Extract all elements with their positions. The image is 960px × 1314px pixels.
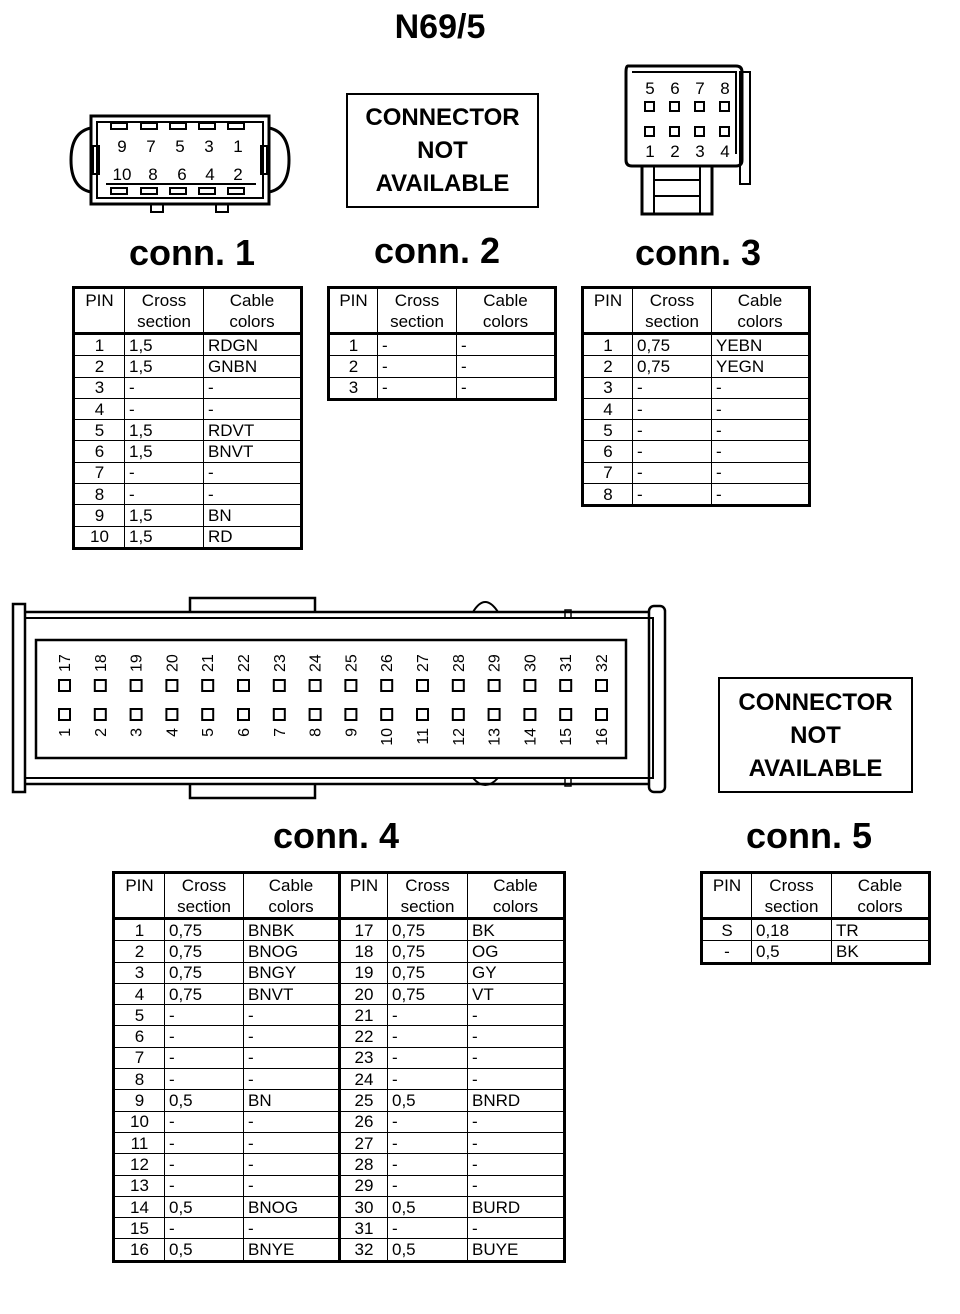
pin-header: PIN	[703, 874, 752, 919]
connector-2-not-available	[346, 93, 539, 208]
table-row: - 0,5 BK	[703, 941, 929, 962]
conn4-pin-label: 12	[450, 728, 468, 746]
conn4-pin-label: 17	[57, 654, 74, 672]
conn4-pin-label: 7	[271, 728, 289, 737]
conn4-pin-label: 4	[164, 728, 182, 737]
conn4-pin-label: 25	[343, 654, 361, 672]
conn4-pin	[238, 680, 249, 691]
cable-colors-header: Cable colors	[457, 289, 555, 334]
conn4-pin-label: 30	[522, 654, 540, 672]
conn4-pin	[274, 709, 285, 720]
conn4-pin-label: 32	[594, 654, 611, 672]
pin-header: PIN	[330, 289, 378, 334]
conn4-label: conn. 4	[272, 815, 400, 856]
conn3-pin-label: 6	[670, 79, 680, 98]
table-row: 1 1,5 RDGN	[75, 334, 301, 356]
conn4-pin	[131, 680, 142, 691]
conn5-label: conn. 5	[745, 815, 873, 856]
table-row: 10 1,5 RD	[75, 526, 301, 547]
cable-colors-header: Cable colors	[832, 874, 929, 919]
conn1-pin-label: 8	[148, 165, 158, 184]
conn4-pin-label: 26	[379, 654, 397, 672]
conn4-pin-label: 16	[594, 728, 611, 746]
table-row: 9 0,5 BN 25 0,5 BNRD	[115, 1090, 564, 1111]
conn4-pin	[489, 709, 500, 720]
na-line: NOT	[417, 137, 468, 164]
table-row: 8 - -	[584, 484, 809, 505]
conn4-pin	[59, 709, 70, 720]
table-row: 1 0,75 BNBK 17 0,75 BK	[115, 919, 564, 941]
conn4-pin	[274, 680, 285, 691]
conn4-pin	[524, 680, 535, 691]
table-row: 6 - - 22 - -	[115, 1026, 564, 1047]
conn4-pin	[417, 709, 428, 720]
conn1-pin-label: 2	[233, 165, 243, 184]
na-line: CONNECTOR	[365, 104, 520, 131]
table-row: 6 - -	[584, 441, 809, 462]
conn4-pin	[310, 709, 321, 720]
conn1-pin-label: 7	[146, 137, 156, 156]
table-row: 4 - -	[75, 398, 301, 419]
cable-colors-header: Cable colors	[712, 289, 809, 334]
table-row: 7 - - 23 - -	[115, 1047, 564, 1068]
conn3-pin-label: 1	[645, 142, 655, 161]
table-row: 15 - - 31 - -	[115, 1218, 564, 1239]
table-row: 5 - - 21 - -	[115, 1005, 564, 1026]
conn4-pin	[453, 709, 464, 720]
table-row: 1 - -	[330, 334, 555, 356]
conn3-pin-label: 7	[695, 79, 705, 98]
page-title: N69/5	[394, 8, 486, 46]
conn4-pin	[417, 680, 428, 691]
conn4-pin	[131, 709, 142, 720]
conn4-pin-label: 27	[415, 654, 432, 672]
conn4-table	[114, 873, 564, 1261]
table-row: 3 0,75 BNGY 19 0,75 GY	[115, 962, 564, 983]
conn4-pin-label: 11	[415, 728, 432, 745]
conn4-pin-label: 23	[271, 654, 289, 672]
table-row: 7 - -	[75, 462, 301, 483]
conn1-pin-label: 10	[112, 165, 132, 184]
table-row: 5 1,5 RDVT	[75, 420, 301, 441]
connector-3-drawing	[620, 60, 760, 220]
conn4-pin-label: 18	[92, 654, 110, 672]
cross-section-header: Cross section	[752, 874, 832, 919]
table-row: 2 1,5 GNBN	[75, 356, 301, 377]
conn1-pin-label: 1	[233, 137, 243, 156]
conn1-pin-label: 5	[175, 137, 185, 156]
conn4-pin	[310, 680, 321, 691]
conn1-pin-label: 6	[177, 165, 187, 184]
conn4-pin-label: 20	[164, 654, 182, 672]
conn3-pin-label: 8	[720, 79, 730, 98]
conn4-pin	[560, 709, 571, 720]
table-row: S 0,18 TR	[703, 919, 929, 941]
conn3-pin-label: 4	[720, 142, 730, 161]
table-row: 13 - - 29 - -	[115, 1175, 564, 1196]
conn4-pin	[381, 680, 392, 691]
table-row: 12 - - 28 - -	[115, 1154, 564, 1175]
pin-header: PIN	[584, 289, 633, 334]
table-row: 5 - -	[584, 420, 809, 441]
na-line: CONNECTOR	[738, 688, 893, 716]
conn3-label: conn. 3	[634, 232, 762, 273]
conn1-pin-label: 3	[204, 137, 214, 156]
table-row: 3 - -	[75, 377, 301, 398]
cable-colors-header: Cable colors	[204, 289, 301, 334]
conn4-pin-label: 31	[558, 654, 576, 672]
conn4-pin-label: 10	[379, 728, 397, 746]
conn4-pin-label: 9	[343, 728, 361, 737]
conn1-table	[74, 288, 301, 548]
conn4-pin	[202, 709, 213, 720]
conn4-pin-label: 1	[57, 728, 74, 737]
conn4-pin	[489, 680, 500, 691]
conn2-table	[329, 288, 555, 399]
table-row: 7 - -	[584, 462, 809, 483]
conn4-pin-label: 3	[128, 728, 146, 737]
conn1-pin-label: 9	[117, 137, 127, 156]
connector-4-drawing	[10, 592, 672, 807]
table-row: 16 0,5 BNYE 32 0,5 BUYE	[115, 1239, 564, 1260]
table-row: 2 0,75 YEGN	[584, 356, 809, 377]
table-row: 3 - -	[330, 377, 555, 398]
conn4-pin	[166, 709, 177, 720]
conn4-pin	[453, 680, 464, 691]
conn4-pin	[560, 680, 571, 691]
cross-section-header: Cross section	[125, 289, 204, 334]
conn3-pin-label: 3	[695, 142, 705, 161]
pin-header: PIN	[75, 289, 125, 334]
conn4-pin-label: 5	[200, 728, 218, 737]
conn4-pin-label: 14	[522, 728, 540, 746]
conn4-pin-label: 19	[128, 654, 146, 672]
conn4-pin	[596, 680, 607, 691]
table-row: 2 - -	[330, 356, 555, 377]
cross-section-header: Cross section	[633, 289, 712, 334]
na-line: AVAILABLE	[375, 170, 510, 197]
conn4-pin-label: 24	[307, 654, 325, 672]
conn4-pin	[596, 709, 607, 720]
table-row: 14 0,5 BNOG 30 0,5 BURD	[115, 1196, 564, 1217]
conn4-pin	[524, 709, 535, 720]
table-row: 8 - -	[75, 484, 301, 505]
conn4-pin-label: 15	[558, 728, 576, 746]
conn4-pin	[345, 680, 356, 691]
na-line: AVAILABLE	[748, 754, 883, 782]
table-row: 4 - -	[584, 398, 809, 419]
conn4-pin-label: 2	[92, 728, 110, 737]
conn4-pin-label: 6	[236, 728, 253, 737]
conn4-pin	[345, 709, 356, 720]
table-row: 9 1,5 BN	[75, 505, 301, 526]
conn4-pin	[166, 680, 177, 691]
cross-section-header: Cross section	[388, 874, 468, 919]
conn4-pin-label: 8	[307, 728, 325, 737]
conn4-pin	[381, 709, 392, 720]
connector-1-drawing	[66, 110, 306, 220]
conn4-pin	[59, 680, 70, 691]
table-row: 8 - - 24 - -	[115, 1069, 564, 1090]
conn5-table	[702, 873, 929, 963]
pin-header: PIN	[340, 874, 388, 919]
conn2-label: conn. 2	[373, 230, 501, 271]
conn4-pin	[95, 709, 106, 720]
table-row: 10 - - 26 - -	[115, 1111, 564, 1132]
table-row: 11 - - 27 - -	[115, 1132, 564, 1153]
conn3-table	[583, 288, 809, 505]
conn4-pin	[95, 680, 106, 691]
connector-5-not-available	[718, 677, 913, 793]
conn4-pin-label: 28	[450, 654, 468, 672]
table-row: 4 0,75 BNVT 20 0,75 VT	[115, 983, 564, 1004]
cross-section-header: Cross section	[378, 289, 457, 334]
conn3-pin-label: 2	[670, 142, 680, 161]
conn1-pin-label: 4	[205, 165, 215, 184]
conn4-pin-label: 21	[200, 654, 218, 672]
conn4-pin	[238, 709, 249, 720]
table-row: 3 - -	[584, 377, 809, 398]
conn4-pin	[202, 680, 213, 691]
pin-header: PIN	[115, 874, 165, 919]
conn4-pin-label: 13	[486, 728, 504, 746]
table-row: 2 0,75 BNOG 18 0,75 OG	[115, 941, 564, 962]
conn4-pin-label: 22	[236, 654, 253, 672]
conn3-pin-label: 5	[645, 79, 655, 98]
cross-section-header: Cross section	[165, 874, 244, 919]
table-row: 1 0,75 YEBN	[584, 334, 809, 356]
table-row: 6 1,5 BNVT	[75, 441, 301, 462]
cable-colors-header: Cable colors	[468, 874, 564, 919]
conn1-label: conn. 1	[128, 232, 256, 273]
conn4-pin-label: 29	[486, 654, 504, 672]
cable-colors-header: Cable colors	[244, 874, 340, 919]
na-line: NOT	[790, 721, 841, 749]
